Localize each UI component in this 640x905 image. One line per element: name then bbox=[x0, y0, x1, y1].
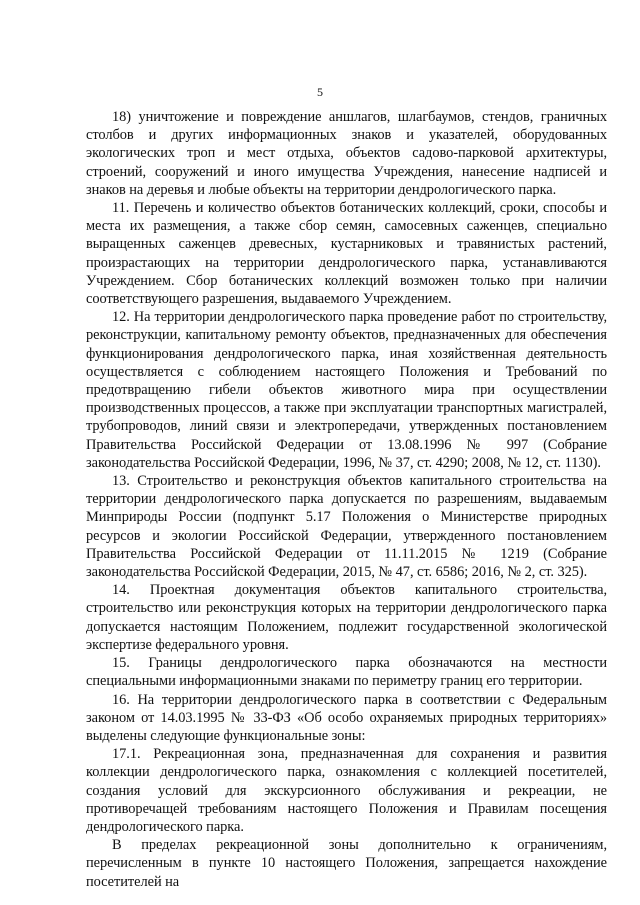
paragraph-recreation-zone: В пределах рекреационной зоны дополнительно к ограничениям, перечисленным в пункте 10 настоящего Положения, запрещается нахождение посетителей на bbox=[86, 837, 607, 890]
document-body bbox=[86, 108, 607, 891]
paragraph-clause-11: 11. Перечень и количество объектов ботанических коллекций, сроки, способы и места их размещения, а также сбор семян, самосевных саженцев, специально выращенных саженцев древесных, кустарниковых и травянистых растений, произрастающих на территории дендрологического парка, устанавливаются Учреждением. Сбор ботанических коллекций возможен только при наличии соответствующего разрешения, выдаваемого Учреждением. bbox=[86, 200, 607, 308]
paragraph-clause-16: 16. На территории дендрологического парка в соответствии с Федеральным законом от 14.03.1995 № 33-ФЗ «Об особо охраняемых природных территориях» выделены следующие функциональные зоны: bbox=[86, 691, 607, 744]
paragraph-clause-15: 15. Границы дендрологического парка обозначаются на местности специальными информационными знаками по периметру границ его территории. bbox=[86, 655, 607, 690]
paragraph-clause-12: 12. На территории дендрологического парка проведение работ по строительству, реконструкции, капитальному ремонту объектов, предназначенных для обеспечения функционирования дендрологического парка, иная хозяйственная деятельность осуществляется с соблюдением настоящего Положения и Требований по предотвращению гибели объектов животного мира при осуществлении производственных процессов, а также при эксплуатации транспортных магистралей, трубопроводов, линий связи и электропередачи, утвержденных постановлением Правительства Российской Федерации от 13.08.1996 № 997 (Собрание законодательства Российской Федерации, 1996, № 37, ст. 4290; 2008, № 12, ст. 1130). bbox=[86, 309, 607, 471]
paragraph-item-18: 18) уничтожение и повреждение аншлагов, шлагбаумов, стендов, граничных столбов и других информационных знаков и указателей, оборудованных экологических троп и мест отдыха, объектов садово-парковой архитектуры, строений, сооружений и иного имущества Учреждения, нанесение надписей и знаков на деревья и любые объекты на территории дендрологического парка. bbox=[86, 109, 607, 198]
paragraph-clause-13: 13. Строительство и реконструкция объектов капитального строительства на территории дендрологического парка допускается по разрешениям, выдаваемым Минприроды России (подпункт 5.17 Положения о Министерстве природных ресурсов и экологии Российской Федерации, утвержденного постановлением Правительства Российской Федерации от 11.11.2015 № 1219 (Собрание законодательства Российской Федерации, 2015, № 47, ст. 6586; 2016, № 2, ст. 325). bbox=[86, 473, 607, 581]
paragraph-clause-14: 14. Проектная документация объектов капитального строительства, строительство или реконструкция которых на территории дендрологического парка допускается настоящим Положением, подлежит государственной экологической экспертизе федерального уровня. bbox=[86, 582, 607, 653]
page-number: 5 bbox=[317, 85, 323, 99]
paragraph-clause-17-1: 17.1. Рекреационная зона, предназначенная для сохранения и развития коллекции дендрологического парка, ознакомления с коллекцией посетителей, создания условий для экскурсионного обслуживания и рекреации, не противоречащей требованиям настоящего Положения и Правилам посещения дендрологического парка. bbox=[86, 746, 607, 835]
